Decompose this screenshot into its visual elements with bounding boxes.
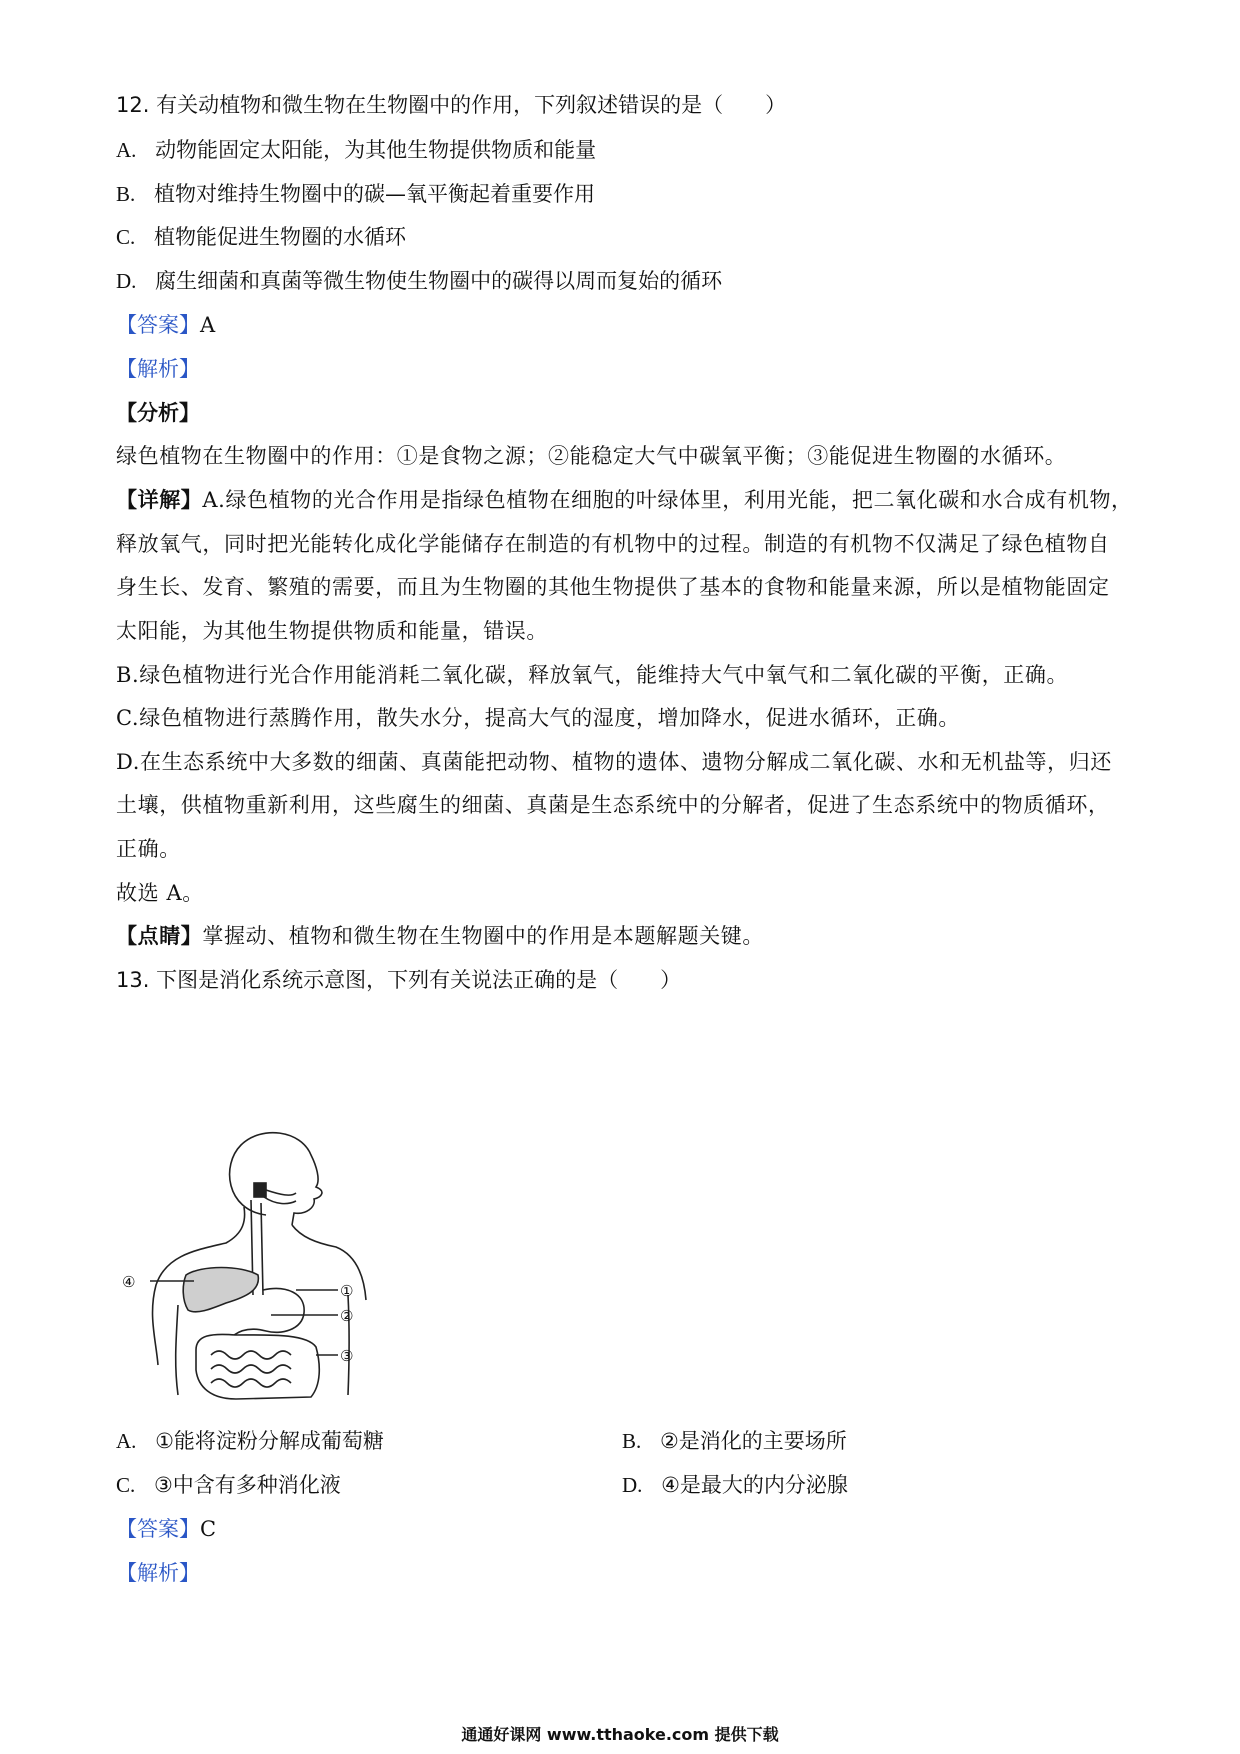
option-letter: C. [116,1473,136,1497]
answer-value: A [200,313,216,337]
q13-option-d [622,1470,848,1500]
q12-detail-line-4: 太阳能，为其他生物提供物质和能量，错误。 [116,619,548,643]
option-text: 植物对维持生物圈中的碳—氧平衡起着重要作用 [153,182,595,206]
q12-stem: 12. 有关动植物和微生物在生物圈中的作用，下列叙述错误的是（ ） [116,93,787,117]
option-letter: A. [116,1429,137,1453]
option-letter: B. [116,182,136,206]
q13-analysis-tag: 【解析】 [116,1561,200,1585]
q12-analysis-tag: 【解析】 [116,357,200,381]
diagram-label-4: ④ [122,1273,136,1291]
q12-fenxi-text: 绿色植物在生物圈中的作用：①是食物之源；②能稳定大气中碳氧平衡；③能促进生物圈的水循环。 [116,444,1067,468]
page-footer: 通通好课网 www.tthaoke.com 提供下载 [461,1725,779,1744]
q12-fenxi-tag: 【分析】 [116,400,200,425]
dianjing-text: 掌握动、植物和微生物在生物圈中的作用是本题解题关键。 [202,924,765,948]
q13-option-c [116,1470,341,1500]
option-text: ①能将淀粉分解成葡萄糖 [155,1429,384,1453]
option-text: ②是消化的主要场所 [659,1429,847,1453]
diagram-label-1: ① [340,1282,354,1300]
q12-detail-line-10: 故选 A。 [116,881,204,905]
q12-detail-line-5: B.绿色植物进行光合作用能消耗二氧化碳，释放氧气，能维持大气中氧气和二氧化碳的平衡，正确。 [116,663,1069,687]
option-text: ④是最大的内分泌腺 [661,1473,848,1497]
q13-answer [116,1514,216,1544]
option-letter: C. [116,225,136,249]
q13-option-a [116,1426,384,1456]
option-text: 植物能促进生物圈的水循环 [153,225,406,249]
detail-text: A.绿色植物的光合作用是指绿色植物在细胞的叶绿体里，利用光能，把二氧化碳和水合成有机物， [202,488,1133,512]
q12-detail-line-6: C.绿色植物进行蒸腾作用，散失水分，提高大气的湿度，增加降水，促进水循环，正确。 [116,706,960,730]
q12-option-b [116,179,595,209]
digestive-system-diagram [116,1125,376,1405]
q12-answer [116,310,215,340]
q12-detail-line-2: 释放氧气，同时把光能转化成化学能储存在制造的有机物中的过程。制造的有机物不仅满足了绿色植物自 [116,532,1110,556]
diagram-label-2: ② [340,1307,354,1325]
option-text: 动物能固定太阳能，为其他生物提供物质和能量 [155,138,597,162]
option-letter: A. [116,138,137,162]
option-letter: D. [116,269,137,293]
answer-value: C [200,1517,217,1541]
diagram-label-3: ③ [340,1347,354,1365]
detail-tag: 【详解】 [116,487,203,512]
option-text: ③中含有多种消化液 [153,1473,341,1497]
q12-detail-line-7: D.在生态系统中大多数的细菌、真菌能把动物、植物的遗体、遗物分解成二氧化碳、水和无机盐等，归还 [116,750,1112,774]
q12-detail-line-3: 身生长、发育、繁殖的需要，而且为生物圈的其他生物提供了基本的食物和能量来源，所以是植物能固定 [116,575,1110,599]
answer-tag: 【答案】 [116,1517,200,1541]
option-letter: D. [622,1473,643,1497]
q12-option-d [116,266,722,296]
q12-option-c [116,222,406,252]
q12-dianjing [116,921,764,951]
q12-detail-line-9: 正确。 [116,837,181,861]
dianjing-tag: 【点睛】 [116,923,203,948]
option-letter: B. [622,1429,642,1453]
q13-stem: 13. 下图是消化系统示意图，下列有关说法正确的是（ ） [116,968,682,992]
q12-option-a [116,135,596,165]
q13-option-b [622,1426,847,1456]
q12-detail-line-1 [116,485,1133,515]
answer-tag: 【答案】 [116,313,200,337]
option-text: 腐生细菌和真菌等微生物使生物圈中的碳得以周而复始的循环 [155,269,723,293]
q12-detail-line-8: 土壤，供植物重新利用，这些腐生的细菌、真菌是生态系统中的分解者，促进了生态系统中的物质循环， [116,793,1110,817]
